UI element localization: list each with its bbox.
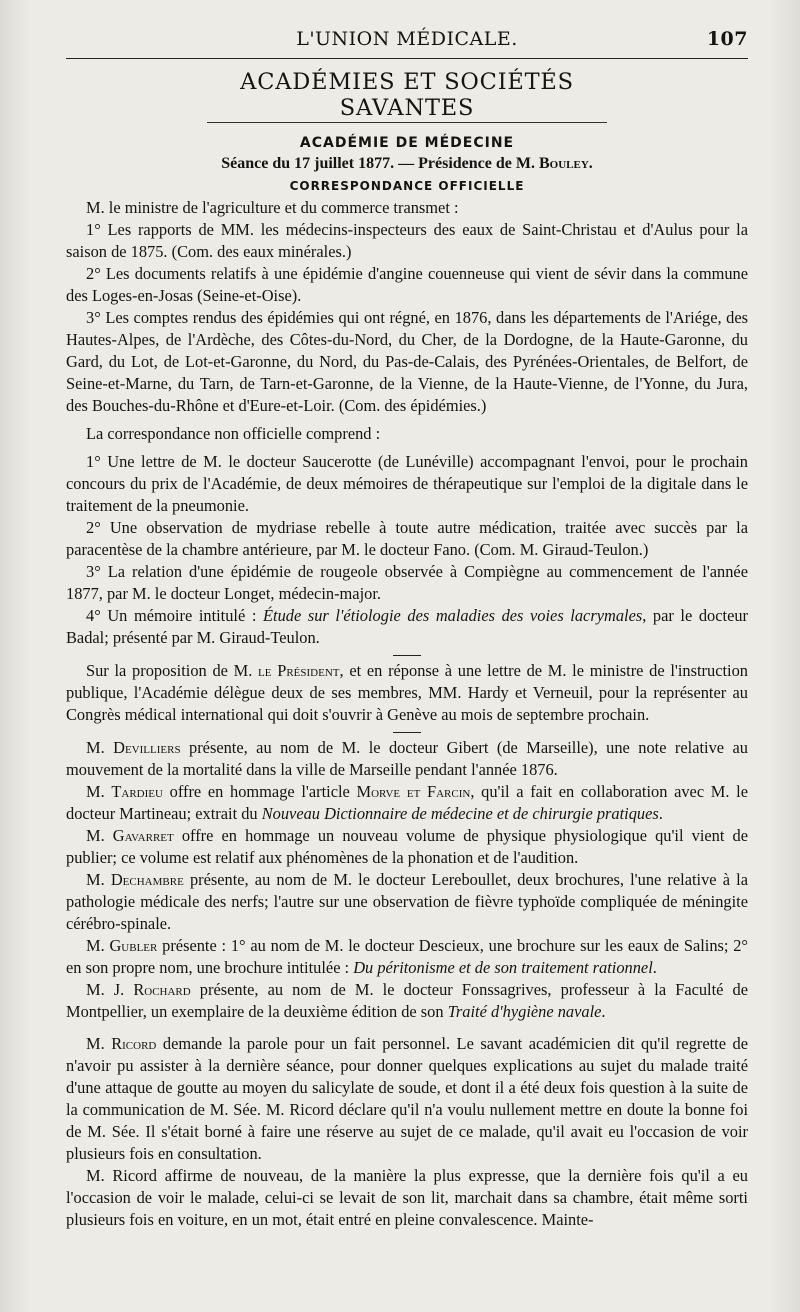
devilliers-text: présente, au nom de M. le docteur Gibert (de Marseille), une note relative au mouvement de la mortalité dans la ville de Marseille pendant l'année 1876. <box>66 738 748 779</box>
correspondence-heading: CORRESPONDANCE OFFICIELLE <box>289 179 525 193</box>
paragraph-nonofficial-4 <box>66 605 748 649</box>
ricord-text: demande la parole pour un fait personnel. Le savant académicien dit qu'il regrette de n'avoir pu assister à la dernière séance, pour donner quelques explications au sujet du malade traité d'une attaque de goutte au moyen du salicylate de soude, et dont il a été deux fois question à la suite de la communication de M. Sée. M. Ricord déclare qu'il n'a voulu nullement mettre en doute la bonne foi de M. Sée. Il s'était borné à faire une réserve au sujet de ce malade, qu'il avait eu l'occasion de voir plusieurs fois en consultation. <box>66 1034 748 1163</box>
paragraph-nonofficial-2: 2° Une observation de mydriase rebelle à toute autre médication, traitée avec succès par la paracentèse de la chambre antérieure, par M. le docteur Fano. (Com. M. Giraud-Teulon.) <box>66 518 748 559</box>
session-suffix: . <box>588 155 593 172</box>
separator-dash <box>393 732 421 733</box>
paragraph-rochard: M. J. Rochard présente, au nom de M. le docteur Fonssagrives, professeur à la Faculté de Montpellier, un exemplaire de la deuxième édition de son Traité d'hygiène navale. <box>66 980 748 1021</box>
tardieu-article: Morve et Farcin <box>356 782 471 801</box>
proposal-end: , et en réponse à une lettre de M. le ministre de l'instruction publique, l'Académie délègue deux de ses membres, MM. Hardy et Verneuil, pour la représenter au Congrès médical international qui doit s'ouvrir à Genève au mois de septembre prochain. <box>66 661 748 724</box>
section-title: ACADÉMIES ET SOCIÉTÉS SAVANTES <box>207 69 607 123</box>
dechambre-text: présente, au nom de M. le docteur Lereboullet, deux brochures, l'une relative à la pathologie médicale des nerfs; l'autre sur une observation de fièvre typhoïde compliquée de méningite cérébro-spinale. <box>66 870 748 933</box>
tardieu-mid: offre en hommage l'article <box>162 782 357 801</box>
running-title: L'UNION MÉDICALE. <box>296 28 518 50</box>
tardieu-mid2: , qu'il a fait en collaboration avec M. le docteur Martineau; extrait du <box>66 782 748 823</box>
paragraph-item-2: 2° Les documents relatifs à une épidémie d'angine couenneuse qui vient de sévir dans la commune des Loges-en-Josas (Seine-et-Oise). <box>66 264 748 305</box>
proposal-name: le Président <box>258 661 340 680</box>
tardieu-dict: Nouveau Dictionnaire de médecine et de chirurgie pratiques <box>261 804 659 823</box>
tardieu-end: . <box>658 804 663 823</box>
page-number: 107 <box>706 28 748 50</box>
paragraph-gubler: M. Gubler présente : 1° au nom de M. le docteur Descieux, une brochure sur les eaux de Salins; 2° en son propre nom, une brochure intitulée : Du péritonisme et de son traitement rationnel. <box>66 936 748 977</box>
paragraph-item-1: 1° Les rapports de MM. les médecins-inspecteurs des eaux de Saint-Christau et d'Aulus pour la saison de 1875. (Com. des eaux minérales.) <box>66 220 748 261</box>
paragraph-nonofficial-3: 3° La relation d'une épidémie de rougeole observée à Compiègne au commencement de l'année 1877, par M. le docteur Longet, médecin-major. <box>66 562 748 603</box>
paragraph-nonofficial: La correspondance non officielle comprend : <box>86 424 381 443</box>
nitem4-start: 4° Un mémoire intitulé : <box>86 606 263 625</box>
paragraph-ricord: M. Ricord demande la parole pour un fait personnel. Le savant académicien dit qu'il regrette de n'avoir pu assister à la dernière séance, pour donner quelques explications au sujet du malade traité d'une attaque de goutte au moyen du salicylate de soude, et dont il a été deux fois question à la suite de la communication de M. Sée. M. Ricord déclare qu'il n'a voulu nullement mettre en doute la bonne foi de M. Sée. Il s'était borné à faire une réserve au sujet de ce malade, qu'il avait eu l'occasion de voir plusieurs fois en consultation. <box>66 1034 748 1163</box>
paragraph-ricord-2: M. Ricord affirme de nouveau, de la manière la plus expresse, que la dernière fois qu'il a eu l'occasion de voir le malade, celui-ci se levait de son lit, marchait dans sa chambre, était même sorti plusieurs fois en voiture, en un mot, était entré en pleine convalescence. Mainte- <box>66 1166 748 1229</box>
gubler-end: . <box>652 958 657 977</box>
session-prefix: Séance du 17 juillet 1877. — Présidence de M. <box>221 155 539 172</box>
separator-dash <box>393 655 421 656</box>
gubler-name: Gubler <box>109 936 158 955</box>
paragraph-dechambre: M. Dechambre présente, au nom de M. le docteur Lereboullet, deux brochures, l'une relative à la pathologie médicale des nerfs; l'autre sur une observation de fièvre typhoïde compliquée de méningite cérébro-spinale. <box>66 870 748 933</box>
gavarret-text: offre en hommage un nouveau volume de physique physiologique qu'il vient de publier; ce volume est relatif aux phénomènes de la phonation et de l'audition. <box>66 826 748 867</box>
dechambre-name: Dechambre <box>110 870 184 889</box>
proposal-start: Sur la proposition de M. <box>86 661 259 680</box>
gubler-start: présente : 1° au nom de M. le docteur Descieux, une brochure sur les eaux de Salins; 2° en son propre nom, une brochure intitulée : <box>66 936 748 977</box>
running-header <box>66 26 748 59</box>
paragraph-proposal <box>66 660 748 726</box>
paragraph-nonofficial-1: 1° Une lettre de M. le docteur Saucerotte (de Lunéville) accompagnant l'envoi, pour le prochain concours du prix de l'Académie, de deux mémoires de thérapeutique sur l'emploi de la digitale dans le traitement de la pneumonie. <box>66 452 748 515</box>
paragraph-devilliers: M. Devilliers présente, au nom de M. le docteur Gibert (de Marseille), une note relative au mouvement de la mortalité dans la ville de Marseille pendant l'année 1876. <box>66 738 748 779</box>
paragraph-item-3: 3° Les comptes rendus des épidémies qui ont régné, en 1876, dans les départements de l'Ariége, des Hautes-Alpes, de l'Ardèche, des Côtes-du-Nord, du Cher, de la Dordogne, de la Haute-Garonne, du Gard, du Lot, de Lot-et-Garonne, du Nord, du Pas-de-Calais, des Pyrénées-Orientales, de Belfort, de Seine-et-Marne, du Tarn, de Tarn-et-Garonne, de la Vienne, de la Haute-Vienne, de l'Yonne, du Jura, des Bouches-du-Rhône et d'Eure-et-Loir. (Com. des épidémies.) <box>66 308 748 415</box>
ricord-name: Ricord <box>111 1034 157 1053</box>
paragraph-gavarret: M. Gavarret offre en hommage un nouveau volume de physique physiologique qu'il vient de publier; ce volume est relatif aux phénomènes de la phonation et de l'audition. <box>66 826 748 867</box>
paragraph-minister: M. le ministre de l'agriculture et du commerce transmet : <box>86 198 459 217</box>
tardieu-name: Tardieu <box>111 782 163 801</box>
rochard-start: présente, au nom de M. le docteur Fonssagrives, professeur à la Faculté de Montpellier, un exemplaire de la deuxième édition de son <box>66 980 748 1021</box>
rochard-end: . <box>601 1002 606 1021</box>
devilliers-name: Devilliers <box>113 738 181 757</box>
paragraph-tardieu: M. Tardieu offre en hommage l'article Morve et Farcin, qu'il a fait en collaboration avec M. le docteur Martineau; extrait du Nouveau Dictionnaire de médecine et de chirurgie pratiques. <box>66 782 748 823</box>
rochard-title: Traité d'hygiène navale <box>447 1002 602 1021</box>
subsection-title: ACADÉMIE DE MÉDECINE <box>299 135 515 151</box>
rochard-name: J. Rochard <box>113 980 191 999</box>
nitem4-end: , par le docteur Badal; présenté par M. Giraud-Teulon. <box>66 606 748 647</box>
session-line <box>66 155 748 173</box>
gavarret-name: Gavarret <box>112 826 174 845</box>
nitem4-title: Étude sur l'étiologie des maladies des voies lacrymales <box>263 606 643 625</box>
session-president: Bouley <box>538 155 589 172</box>
gubler-title: Du péritonisme et de son traitement rationnel <box>353 958 653 977</box>
